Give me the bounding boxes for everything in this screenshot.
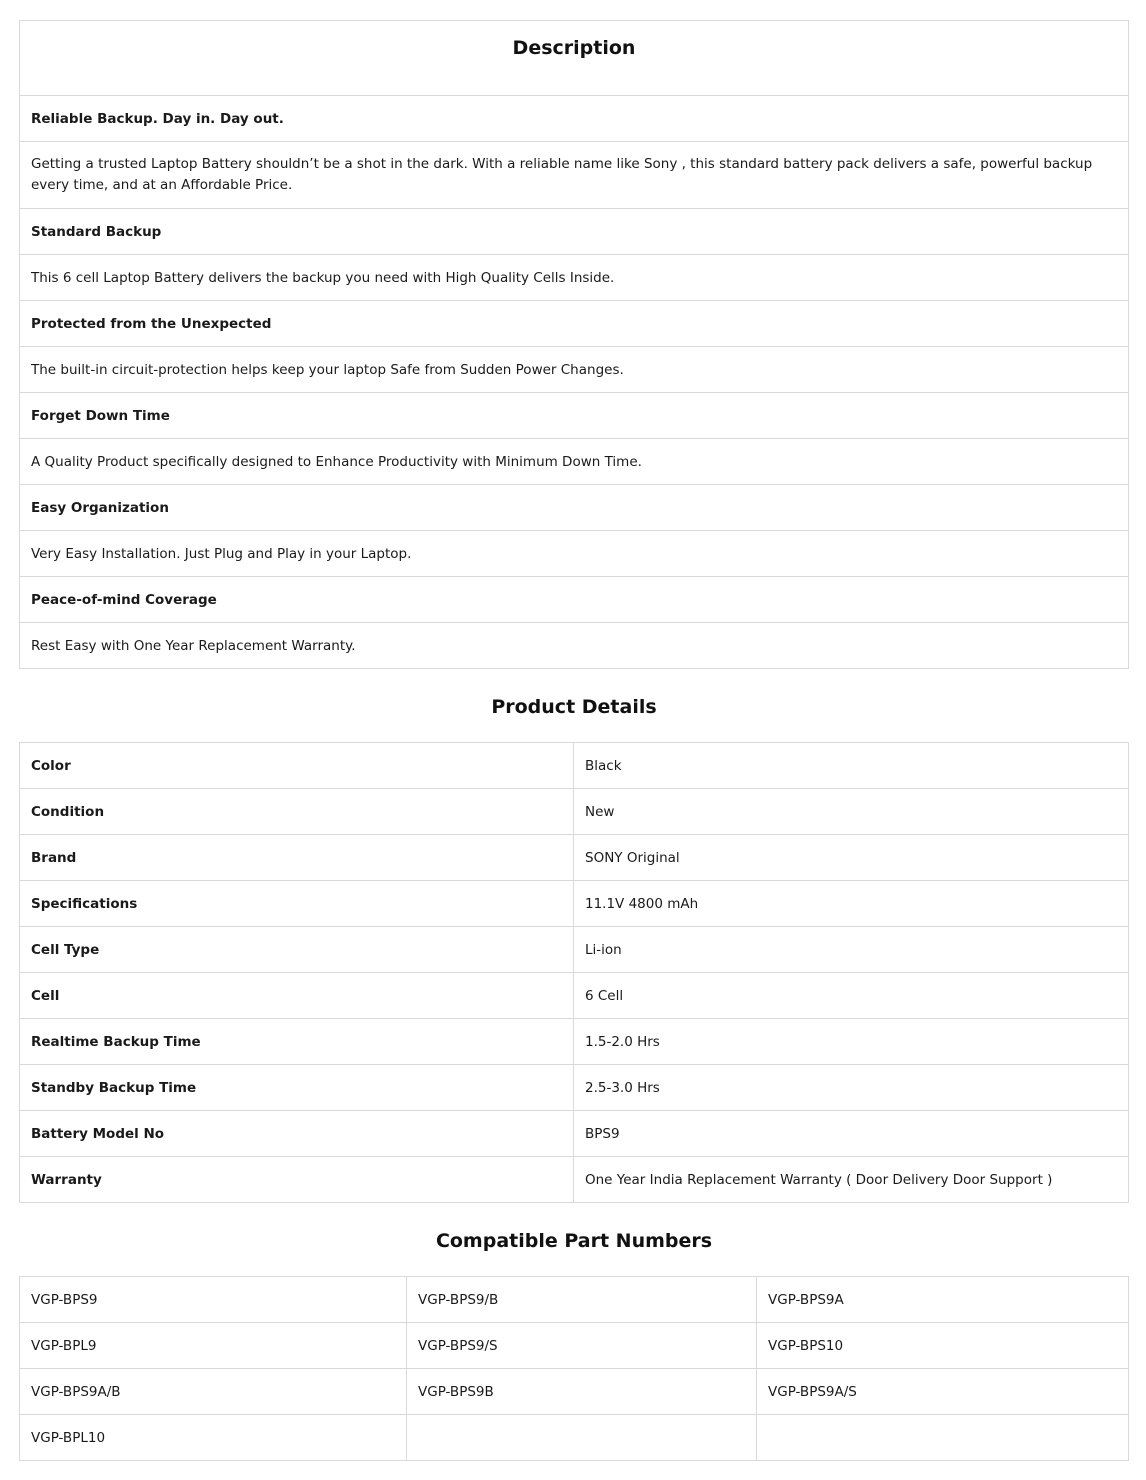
part-number-empty — [757, 1415, 1129, 1461]
detail-label: Brand — [20, 835, 574, 881]
detail-value: 1.5-2.0 Hrs — [574, 1019, 1129, 1065]
parts-row — [20, 1369, 1129, 1415]
feature-heading-row — [20, 393, 1129, 439]
feature-text: A Quality Product specifically designed to Enhance Productivity with Minimum Down Time. — [20, 439, 1129, 485]
description-title: Description — [512, 37, 636, 59]
parts-row — [20, 1323, 1129, 1369]
feature-text-row — [20, 347, 1129, 393]
part-number: VGP-BPS9/S — [407, 1323, 757, 1369]
feature-text-row — [20, 531, 1129, 577]
description-title-cell — [20, 21, 1129, 96]
feature-heading: Easy Organization — [20, 485, 1129, 531]
detail-value: SONY Original — [574, 835, 1129, 881]
parts-row — [20, 1277, 1129, 1323]
feature-heading-row — [20, 301, 1129, 347]
detail-value: Black — [574, 743, 1129, 789]
detail-value: Li-ion — [574, 927, 1129, 973]
feature-text-row — [20, 142, 1129, 209]
detail-row — [20, 1019, 1129, 1065]
part-number: VGP-BPL10 — [20, 1415, 407, 1461]
detail-label: Specifications — [20, 881, 574, 927]
part-number: VGP-BPS9 — [20, 1277, 407, 1323]
detail-row — [20, 973, 1129, 1019]
parts-row — [20, 1415, 1129, 1461]
description-table — [19, 20, 1129, 669]
part-number: VGP-BPS9A/B — [20, 1369, 407, 1415]
part-number-empty — [407, 1415, 757, 1461]
detail-value: 6 Cell — [574, 973, 1129, 1019]
detail-label: Color — [20, 743, 574, 789]
compatible-parts-title: Compatible Part Numbers — [435, 1230, 713, 1252]
feature-text: The built-in circuit-protection helps keep your laptop Safe from Sudden Power Changes. — [20, 347, 1129, 393]
feature-text-row — [20, 255, 1129, 301]
part-number: VGP-BPS9A/S — [757, 1369, 1129, 1415]
feature-heading-row — [20, 577, 1129, 623]
detail-row — [20, 789, 1129, 835]
part-number: VGP-BPS9A — [757, 1277, 1129, 1323]
feature-text: This 6 cell Laptop Battery delivers the backup you need with High Quality Cells Inside. — [20, 255, 1129, 301]
detail-row — [20, 743, 1129, 789]
detail-label: Standby Backup Time — [20, 1065, 574, 1111]
feature-heading: Forget Down Time — [20, 393, 1129, 439]
detail-value: 2.5-3.0 Hrs — [574, 1065, 1129, 1111]
product-details-table — [19, 742, 1129, 1203]
product-page — [19, 20, 1129, 1461]
part-number: VGP-BPS10 — [757, 1323, 1129, 1369]
part-number: VGP-BPL9 — [20, 1323, 407, 1369]
part-number: VGP-BPS9B — [407, 1369, 757, 1415]
detail-value: New — [574, 789, 1129, 835]
detail-value: 11.1V 4800 mAh — [574, 881, 1129, 927]
feature-heading-row — [20, 485, 1129, 531]
detail-label: Battery Model No — [20, 1111, 574, 1157]
feature-text: Rest Easy with One Year Replacement Warranty. — [20, 623, 1129, 669]
feature-text: Very Easy Installation. Just Plug and Play in your Laptop. — [20, 531, 1129, 577]
feature-text-row — [20, 439, 1129, 485]
detail-label: Cell Type — [20, 927, 574, 973]
feature-heading: Protected from the Unexpected — [20, 301, 1129, 347]
feature-heading: Standard Backup — [20, 209, 1129, 255]
detail-label: Cell — [20, 973, 574, 1019]
description-title-row — [20, 21, 1129, 96]
detail-value: BPS9 — [574, 1111, 1129, 1157]
detail-row — [20, 881, 1129, 927]
feature-heading-row — [20, 209, 1129, 255]
detail-row — [20, 927, 1129, 973]
part-number: VGP-BPS9/B — [407, 1277, 757, 1323]
detail-row — [20, 1157, 1129, 1203]
detail-label: Realtime Backup Time — [20, 1019, 574, 1065]
feature-heading: Peace-of-mind Coverage — [20, 577, 1129, 623]
compatible-parts-table — [19, 1276, 1129, 1461]
detail-label: Warranty — [20, 1157, 574, 1203]
detail-value: One Year India Replacement Warranty ( Door Delivery Door Support ) — [574, 1157, 1129, 1203]
detail-row — [20, 1111, 1129, 1157]
detail-row — [20, 1065, 1129, 1111]
product-details-title: Product Details — [491, 696, 657, 718]
detail-label: Condition — [20, 789, 574, 835]
feature-text-row — [20, 623, 1129, 669]
feature-heading-row — [20, 96, 1129, 142]
feature-heading: Reliable Backup. Day in. Day out. — [20, 96, 1129, 142]
feature-text: Getting a trusted Laptop Battery shouldn’t be a shot in the dark. With a reliable name like Sony , this standard battery pack delivers a safe, powerful backup every time, and at an Affordable Price. — [20, 142, 1129, 209]
detail-row — [20, 835, 1129, 881]
